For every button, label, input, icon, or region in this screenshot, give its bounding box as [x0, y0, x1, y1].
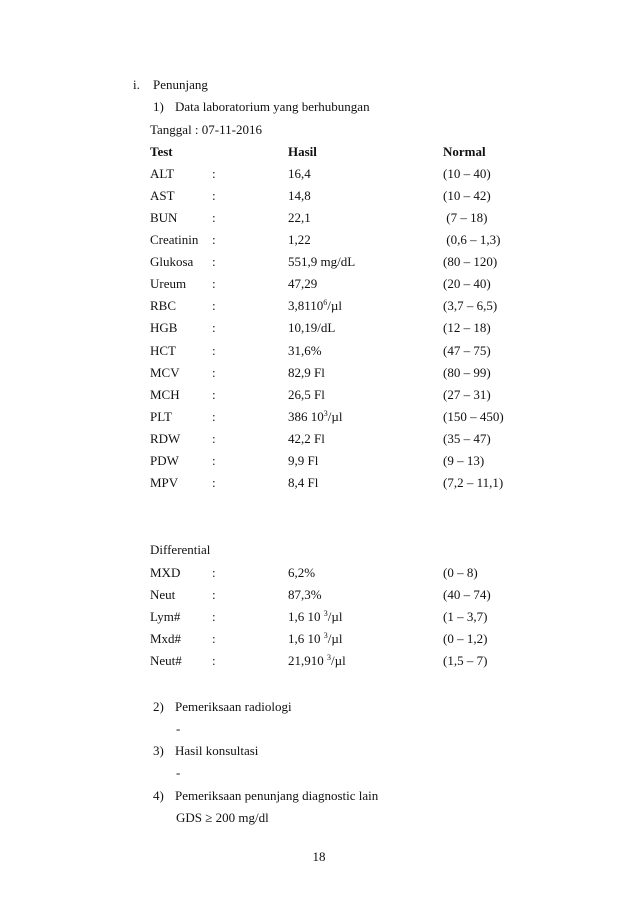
lab-row — [0, 584, 638, 606]
lab-row — [0, 207, 638, 229]
result-unit: /µl — [327, 609, 343, 624]
lab-separator: : — [212, 166, 216, 181]
lab-separator: : — [212, 609, 216, 624]
lab-test-name: Ureum — [150, 276, 187, 292]
result-superscript: 6 — [323, 298, 328, 308]
lab-row — [0, 628, 638, 650]
lab-result — [288, 562, 315, 584]
lab-separator: : — [212, 276, 216, 292]
header-result: Hasil — [288, 144, 317, 159]
lab-test-name: BUN — [150, 210, 178, 226]
item-detail: - — [176, 721, 181, 736]
result-value: 1,22 — [288, 232, 311, 248]
lab-separator: : — [212, 232, 216, 248]
item-number: 2) — [153, 699, 164, 714]
lab-separator: : — [212, 342, 216, 358]
lab-normal-range: (40 – 74) — [443, 587, 491, 602]
lab-separator: : — [212, 364, 216, 380]
section-marker: i. — [133, 77, 140, 92]
lab-row — [0, 362, 638, 384]
result-superscript: 3 — [323, 408, 328, 418]
lab-row — [0, 650, 638, 672]
lab-separator: : — [212, 430, 216, 446]
result-value: 47,29 — [288, 276, 318, 292]
lab-separator: : — [212, 631, 216, 646]
result-value: 14,8 — [288, 188, 311, 204]
lab-test-name: Neut — [150, 587, 176, 602]
item-title: Pemeriksaan penunjang diagnostic lain — [175, 788, 379, 803]
lab-normal-range: (12 – 18) — [443, 320, 491, 336]
lab-row — [0, 273, 638, 295]
result-value: 22,1 — [288, 210, 311, 226]
result-value: 31,6% — [288, 342, 322, 358]
result-value: 3,8110 — [288, 298, 324, 314]
result-value: 87,3% — [288, 587, 322, 602]
lab-row — [0, 428, 638, 450]
date-line: Tanggal : 07-11-2016 — [150, 122, 262, 137]
lab-test-name: PDW — [150, 452, 179, 468]
result-unit: /µl — [327, 408, 343, 424]
result-value: 1,6 10 — [288, 631, 324, 646]
lab-normal-range: (10 – 42) — [443, 188, 491, 204]
lab-row — [0, 317, 638, 339]
lab-normal-range: (47 – 75) — [443, 342, 491, 358]
lab-separator: : — [212, 653, 216, 668]
lab-test-name: RBC — [150, 298, 177, 314]
lab-normal-range: (0 – 1,2) — [443, 631, 488, 646]
lab-test-name: AST — [150, 188, 175, 204]
lab-row — [0, 406, 638, 428]
section-title: Penunjang — [153, 77, 208, 92]
lab-normal-range: (150 – 450) — [443, 408, 504, 424]
result-value: 8,4 Fl — [288, 474, 319, 490]
lab-row — [0, 251, 638, 273]
result-superscript: 3 — [323, 609, 328, 618]
lab-normal-range: (3,7 – 6,5) — [443, 298, 498, 314]
lab-test-name: MXD — [150, 565, 181, 580]
lab-result — [288, 384, 325, 406]
lab-normal-range: (80 – 99) — [443, 364, 491, 380]
lab-result — [288, 584, 322, 606]
lab-row — [0, 450, 638, 472]
lab-separator: : — [212, 386, 216, 402]
lab-separator: : — [212, 408, 216, 424]
result-value: 16,4 — [288, 166, 311, 181]
lab-separator: : — [212, 320, 216, 336]
lab-test-name: Glukosa — [150, 254, 194, 270]
lab-result — [288, 472, 318, 494]
lab-row — [0, 562, 638, 584]
item-number: 4) — [153, 788, 164, 803]
lab-table-header — [0, 141, 638, 163]
lab-result — [288, 340, 322, 362]
lab-test-name: MCH — [150, 386, 180, 402]
lab-separator: : — [212, 298, 216, 314]
item-detail: GDS ≥ 200 mg/dl — [176, 810, 269, 825]
result-value: 10,19/dL — [288, 320, 336, 336]
lab-test-name: PLT — [150, 408, 172, 424]
lab-separator: : — [212, 254, 216, 270]
lab-normal-range: (0,6 – 1,3) — [443, 232, 501, 248]
lab-result — [288, 185, 311, 207]
lab-normal-range: (20 – 40) — [443, 276, 491, 292]
result-superscript: 3 — [327, 653, 331, 662]
result-value: 6,2% — [288, 565, 316, 580]
item-title: Data laboratorium yang berhubungan — [175, 99, 370, 114]
lab-test-name: MCV — [150, 364, 180, 380]
result-unit: /µl — [331, 653, 346, 668]
lab-test-name: RDW — [150, 430, 181, 446]
lab-result — [288, 428, 325, 450]
lab-result — [288, 606, 342, 630]
lab-test-name: Mxd# — [150, 631, 182, 646]
lab-result — [288, 207, 311, 229]
result-value: 551,9 mg/dL — [288, 254, 356, 270]
lab-normal-range: (0 – 8) — [443, 565, 478, 580]
lab-row — [0, 229, 638, 251]
lab-test-name: HGB — [150, 320, 178, 336]
lab-separator: : — [212, 452, 216, 468]
lab-normal-range: (10 – 40) — [443, 166, 491, 181]
header-normal: Normal — [443, 144, 486, 159]
result-value: 21,910 — [288, 653, 327, 668]
lab-normal-range: (7 – 18) — [443, 210, 488, 226]
lab-normal-range: (1,5 – 7) — [443, 653, 488, 668]
lab-row — [0, 606, 638, 628]
lab-row — [0, 185, 638, 207]
lab-normal-range: (1 – 3,7) — [443, 609, 488, 624]
lab-row — [0, 340, 638, 362]
lab-separator: : — [212, 565, 216, 580]
lab-result — [288, 317, 335, 339]
result-value: 9,9 Fl — [288, 452, 319, 468]
lab-normal-range: (9 – 13) — [443, 452, 485, 468]
result-superscript: 3 — [323, 631, 328, 640]
result-value: 82,9 Fl — [288, 364, 325, 380]
lab-separator: : — [212, 587, 216, 602]
lab-test-name: HCT — [150, 342, 176, 358]
lab-test-name: MPV — [150, 474, 179, 490]
lab-result — [288, 628, 342, 652]
lab-normal-range: (80 – 120) — [443, 254, 498, 270]
item-title: Hasil konsultasi — [175, 743, 259, 758]
lab-result — [288, 650, 346, 674]
item-title: Pemeriksaan radiologi — [175, 699, 292, 714]
lab-normal-range: (7,2 – 11,1) — [443, 474, 504, 490]
result-value: 1,6 10 — [288, 609, 324, 624]
result-value: 26,5 Fl — [288, 386, 325, 402]
lab-row — [0, 384, 638, 406]
item-number: 1) — [153, 99, 164, 114]
lab-normal-range: (35 – 47) — [443, 430, 491, 446]
lab-separator: : — [212, 210, 216, 226]
lab-normal-range: (27 – 31) — [443, 386, 491, 402]
result-unit: /µl — [327, 631, 343, 646]
lab-result — [288, 406, 342, 430]
lab-result — [288, 163, 311, 185]
item-number: 3) — [153, 743, 164, 758]
header-test: Test — [150, 144, 173, 159]
differential-title: Differential — [150, 542, 211, 557]
result-value: 386 10 — [288, 408, 324, 424]
lab-test-name: Creatinin — [150, 232, 199, 248]
result-value: 42,2 Fl — [288, 430, 325, 446]
lab-result — [288, 273, 317, 295]
lab-result — [288, 295, 342, 319]
result-unit: /µl — [327, 298, 342, 314]
lab-separator: : — [212, 474, 216, 490]
lab-test-name: Lym# — [150, 609, 181, 624]
lab-row — [0, 163, 638, 185]
lab-result — [288, 251, 355, 273]
lab-row — [0, 472, 638, 494]
item-detail: - — [176, 765, 181, 780]
lab-test-name: Neut# — [150, 653, 182, 668]
lab-separator: : — [212, 188, 216, 204]
lab-row — [0, 295, 638, 317]
lab-result — [288, 229, 311, 251]
lab-result — [288, 362, 325, 384]
lab-test-name: ALT — [150, 166, 175, 181]
lab-result — [288, 450, 318, 472]
page-number: 18 — [312, 849, 326, 864]
